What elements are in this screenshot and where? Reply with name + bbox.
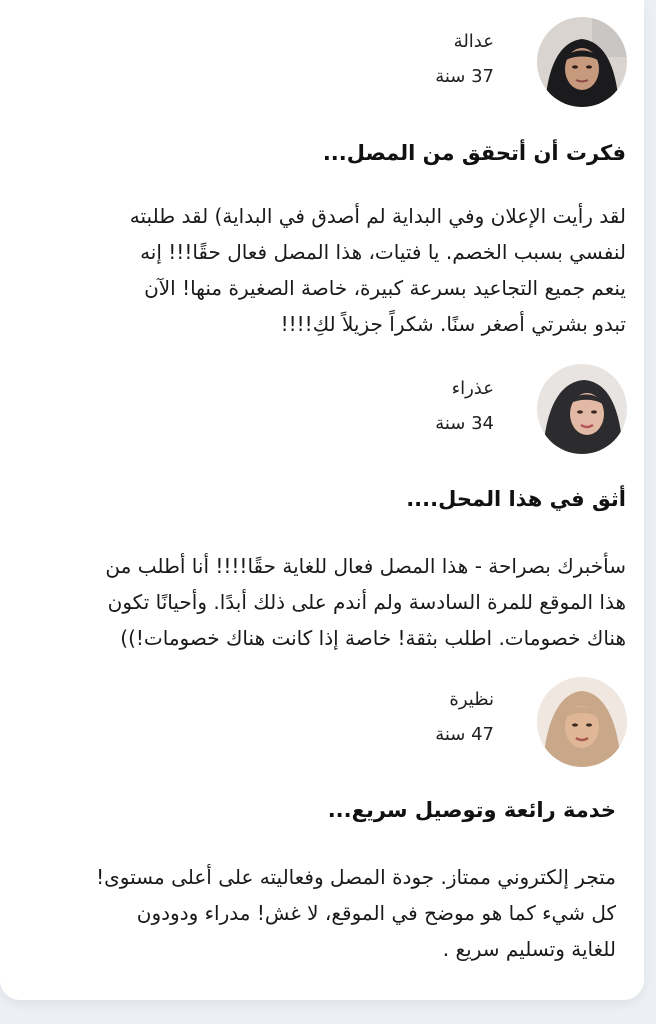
review-body-line: هذا الموقع للمرة السادسة ولم أندم على ذلك أبدًا. وأحيانًا تكون	[107, 590, 626, 614]
reviewer-name: عدالة	[453, 31, 494, 52]
reviewer-age: 34 سنة	[435, 413, 494, 434]
review-body	[96, 859, 616, 967]
review-body	[130, 198, 626, 342]
avatar	[537, 364, 627, 454]
reviewer-age: 37 سنة	[435, 66, 494, 87]
review-body-line: متجر إلكتروني ممتاز. جودة المصل وفعاليته على أعلى مستوى!	[96, 865, 616, 889]
review-body-line: سأخبرك بصراحة - هذا المصل فعال للغاية حقًا!!!! أنا أطلب من	[105, 554, 626, 578]
review-headline: فكرت أن أتحقق من المصل...	[322, 141, 626, 165]
avatar	[537, 677, 627, 767]
review-body-line: ينعم جميع التجاعيد بسرعة كبيرة، خاصة الصغيرة منها! الآن	[144, 276, 626, 300]
review-body-line: للغاية وتسليم سريع .	[442, 937, 616, 961]
review-body	[105, 548, 626, 656]
reviewer-age: 47 سنة	[435, 724, 494, 745]
avatar	[537, 17, 627, 107]
reviewer-name: نظيرة	[449, 689, 494, 710]
review-headline: خدمة رائعة وتوصيل سريع...	[327, 798, 616, 822]
review-body-line: تبدو بشرتي أصغر سنًا. شكراً جزيلاً لكِ!!!!	[280, 312, 626, 336]
review-body-line: لقد رأيت الإعلان وفي البداية لم أصدق في البداية) لقد طلبته	[129, 204, 626, 228]
review-body-line: هناك خصومات. اطلب بثقة! خاصة إذا كانت هناك خصومات!))	[120, 626, 626, 650]
review-headline: أثق في هذا المحل....	[406, 487, 626, 511]
reviewer-name: عذراء	[451, 378, 494, 399]
review-body-line: كل شيء كما هو موضح في الموقع، لا غش! مدراء ودودون	[136, 901, 616, 925]
review-body-line: لنفسي بسبب الخصم. يا فتيات، هذا المصل فعال حقًا!!! إنه	[140, 240, 626, 264]
